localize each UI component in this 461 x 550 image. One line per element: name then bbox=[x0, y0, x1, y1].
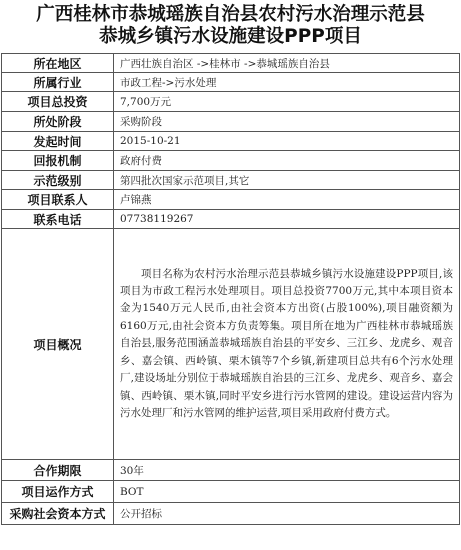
table-row-overview bbox=[2, 229, 460, 460]
demo-level-value: 第四批次国家示范项目,其它 bbox=[114, 171, 460, 190]
release-time-label: 发起时间 bbox=[2, 132, 114, 151]
overview-value bbox=[114, 229, 460, 460]
industry-value: 市政工程->污水处理 bbox=[114, 73, 460, 92]
return-mechanism-label: 回报机制 bbox=[2, 151, 114, 171]
investment-label: 项目总投资 bbox=[2, 92, 114, 112]
project-info-table bbox=[1, 53, 460, 525]
demo-level-label: 示范级别 bbox=[2, 171, 114, 190]
procurement-mode-value: 公开招标 bbox=[114, 503, 460, 525]
table-row-stage bbox=[2, 112, 460, 132]
table-row-cooperation-period bbox=[2, 460, 460, 481]
region-label: 所在地区 bbox=[2, 54, 114, 73]
table-row-contact bbox=[2, 190, 460, 210]
contact-label: 项目联系人 bbox=[2, 190, 114, 210]
investment-value: 7,700万元 bbox=[114, 92, 460, 112]
title-line-2: 恭城乡镇污水设施建设PPP项目 bbox=[99, 26, 362, 47]
table-row-procurement-mode bbox=[2, 503, 460, 525]
table-row-investment bbox=[2, 92, 460, 112]
table-row-phone bbox=[2, 210, 460, 229]
operation-mode-label: 项目运作方式 bbox=[2, 481, 114, 503]
table-row-demo-level bbox=[2, 171, 460, 190]
cooperation-period-label: 合作期限 bbox=[2, 460, 114, 481]
cooperation-period-value: 30年 bbox=[114, 460, 460, 481]
region-value: 广西壮族自治区 ->桂林市 ->恭城瑶族自治县 bbox=[114, 54, 460, 73]
page-title bbox=[0, 4, 461, 48]
contact-value: 卢锦燕 bbox=[114, 190, 460, 210]
overview-label: 项目概况 bbox=[2, 229, 114, 460]
table-row-release-time bbox=[2, 132, 460, 151]
overview-text: 项目名称为农村污水治理示范县恭城乡镇污水设施建设PPP项目,该项目为市政工程污水处理项目。项目总投资7700万元,其中本项目资本金为1540万元人民币,由社会资本方出资(占股100%),项目融资额为6160万元,由社会资本方负责筹集。项目所在地为广西桂林市恭城瑶族自治县,服务范围涵盖恭城瑶族自治县的平安乡、三江乡、龙虎乡、观音乡、嘉会镇、西岭镇、栗木镇等7个乡镇,新建项目总共有6个污水处理厂,建设场址分别位于恭城瑶族自治县的三江乡、龙虎乡、观音乡、嘉会镇、西岭镇、栗木镇,同时平安乡进行污水管网的建设。建设运营内容为污水处理厂和污水管网的维护运营,项目采用政府付费方式。 bbox=[120, 267, 453, 419]
procurement-mode-label: 采购社会资本方式 bbox=[2, 503, 114, 525]
title-line-1: 广西桂林市恭城瑶族自治县农村污水治理示范县 bbox=[36, 4, 425, 25]
table-row-region bbox=[2, 54, 460, 73]
table-row-return-mechanism bbox=[2, 151, 460, 171]
return-mechanism-value: 政府付费 bbox=[114, 151, 460, 171]
stage-label: 所处阶段 bbox=[2, 112, 114, 132]
release-time-value: 2015-10-21 bbox=[114, 132, 460, 151]
table-row-operation-mode bbox=[2, 481, 460, 503]
phone-value: 07738119267 bbox=[114, 210, 460, 229]
operation-mode-value: BOT bbox=[114, 481, 460, 503]
table-row-industry bbox=[2, 73, 460, 92]
phone-label: 联系电话 bbox=[2, 210, 114, 229]
stage-value: 采购阶段 bbox=[114, 112, 460, 132]
industry-label: 所属行业 bbox=[2, 73, 114, 92]
